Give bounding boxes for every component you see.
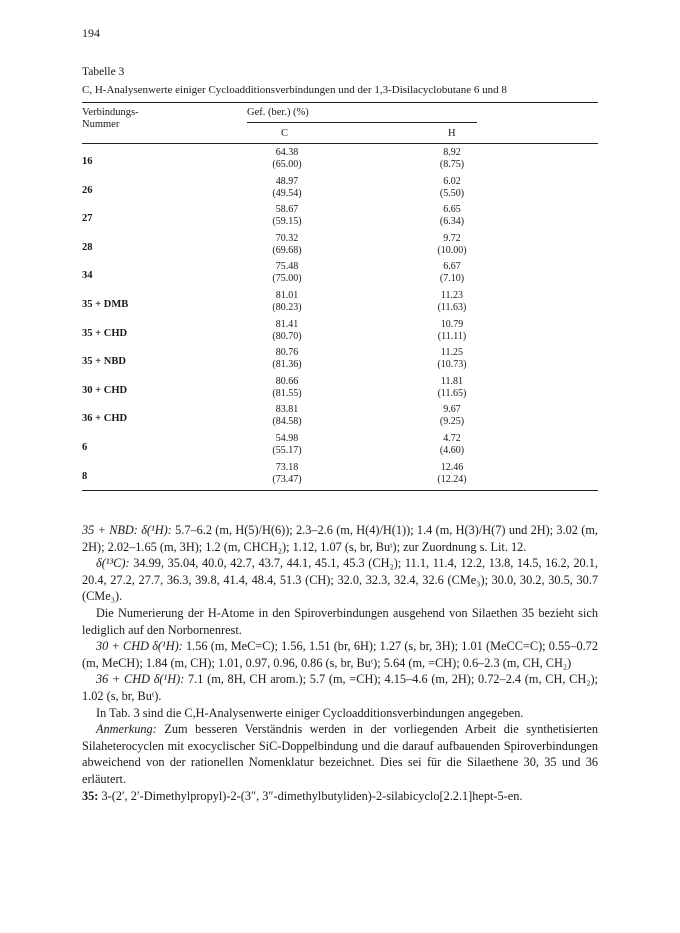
h-found-value: 4.72 [443, 433, 461, 444]
paragraph-label: Anmerkung: [96, 722, 157, 737]
paragraph-label: 35 + NBD: δ(¹H): [82, 523, 172, 537]
paragraph-35-nbd-13c: δ(¹³C): 34.99, 35.04, 40.0, 42.7, 43.7, 44.1, 45.1, 45.3 (CH₂); 11.1, 11.4, 12.2, 13.8, 14.5, 16.2, 20.1, 20.4, 27.2, 27.7, 36.3, 39.8, 41.4, 48.4, 51.3 (CH); 32.0, 32.3, 32.4, 32.6 (CMe₃); 30.0, 30.2, 30.5, 30.7 (CMe₃). [82, 556, 598, 604]
h-found-value: 10.79 [440, 318, 464, 330]
compound-number: 6 [82, 442, 88, 453]
table-label: Tabelle 3 [82, 66, 125, 78]
paragraph-30-chd: 30 + CHD δ(¹H): 1.56 (m, MeC=C); 1.56, 1.51 (br, 6H); 1.27 (s, br, 3H); 1.01 (MeCC=C); 0.55–0.72 (m, MeCH); 1.84 (m, CH); 1.01, 0.97, 0.96, 0.86 (s, br, Buᵗ); 5.64 (m, =CH); 0.6–2.3 (m, CH, CH₂) [82, 639, 598, 670]
header-compound-1: Verbindungs- [82, 107, 139, 118]
compound-number: 26 [82, 184, 93, 196]
c-found-value: 58.67 [275, 204, 299, 216]
compound-number: 16 [82, 156, 93, 167]
compound-number: 35 + DMB [82, 299, 129, 310]
h-found-value: 9.72 [443, 232, 461, 244]
h-found-value: 6.02 [443, 175, 461, 187]
c-calc-value: (75.00) [272, 273, 302, 285]
header-c: C [281, 128, 289, 139]
h-calc-value: (6.34) [439, 216, 465, 228]
c-found-value: 80.66 [275, 375, 299, 387]
c-found-value: 80.76 [275, 347, 299, 359]
compound-number: 35 + CHD [82, 327, 128, 339]
h-calc-value: (5.50) [439, 187, 465, 199]
c-calc-value: (80.70) [272, 330, 302, 342]
c-calc-value: (55.17) [272, 445, 302, 456]
table-bottom-rule [82, 490, 598, 491]
h-calc-value: (10.73) [437, 359, 467, 371]
compound-number: 27 [82, 213, 93, 225]
c-found-value: 83.81 [275, 404, 299, 416]
c-calc-value: (81.36) [272, 359, 302, 371]
c-calc-value: (80.23) [272, 302, 302, 313]
header-sub-rule [247, 122, 477, 123]
paragraph-label: δ(¹³C): [96, 556, 130, 571]
h-calc-value: (4.60) [439, 445, 465, 456]
paragraph-35-nbd-1h: 35 + NBD: δ(¹H): 5.7–6.2 (m, H(5)/H(6)); 2.3–2.6 (m, H(4)/H(1)); 1.4 (m, H(3)/H(7) und 2H); 3.02 (m, 2H); 2.02–1.65 (m, 3H); 1.2 (m, CHCH₂); 1.12, 1.07 (s, br, Buᵗ); zur Zuordnung s. Lit. 12. [82, 523, 598, 554]
h-found-value: 11.25 [440, 347, 464, 359]
h-calc-value: (8.75) [439, 159, 465, 170]
c-found-value: 48.97 [275, 175, 299, 187]
c-found-value: 54.98 [275, 433, 299, 444]
paragraph-label: 36 + CHD δ(¹H): [96, 672, 185, 687]
compound-number: 36 + CHD [82, 413, 128, 425]
h-calc-value: (11.11) [437, 330, 467, 342]
header-h: H [448, 128, 456, 139]
c-calc-value: (84.58) [272, 416, 302, 428]
c-calc-value: (73.47) [272, 473, 302, 485]
compound-number: 35 + NBD [82, 356, 126, 368]
h-found-value: 6.67 [443, 261, 461, 273]
c-calc-value: (59.15) [272, 216, 302, 228]
table-top-rule [82, 102, 598, 103]
page-number: 194 [82, 26, 100, 40]
h-calc-value: (11.65) [437, 387, 467, 399]
c-found-value: 75.48 [275, 261, 299, 273]
h-calc-value: (12.24) [437, 473, 467, 485]
compound-number: 30 + CHD [82, 384, 128, 396]
header-found: Gef. (ber.) (%) [247, 107, 309, 118]
compound-number: 28 [82, 241, 93, 253]
paragraph-numbering: Die Numerierung der H-Atome in den Spiroverbindungen ausgehend von Silaethen 35 bezieht sich lediglich auf den Norbornenrest. [82, 605, 598, 637]
paragraph-35-name: 35: 3-(2′, 2′-Dimethylpropyl)-2-(3″, 3″-dimethylbutyliden)-2-silabicyclo[2.2.1]hept-5-en. [82, 788, 523, 803]
h-found-value: 11.23 [440, 290, 464, 301]
paragraph-36-chd: 36 + CHD δ(¹H): 7.1 (m, 8H, CH arom.); 5.7 (m, =CH); 4.15–4.6 (m, 2H); 0.72–2.4 (m, CH, CH₂); 1.02 (s, br, Buᵗ). [82, 672, 598, 703]
paragraph-label: 35: [82, 788, 99, 803]
c-found-value: 81.41 [275, 318, 299, 330]
h-calc-value: (10.00) [437, 244, 467, 256]
h-calc-value: (7.10) [439, 273, 465, 285]
header-compound-2: Nummer [82, 119, 120, 130]
h-found-value: 6.65 [443, 204, 461, 216]
h-calc-value: (9.25) [439, 416, 465, 428]
paragraph-table-reference: In Tab. 3 sind die C,H-Analysenwerte einiger Cycloadditionsverbindungen angegeben. [96, 705, 524, 720]
table-header-rule [82, 143, 598, 144]
paragraph-anmerkung: Anmerkung: Zum besseren Verständnis werden in der vorliegenden Arbeit die synthetisierten Silaheterocyclen mit exocyclischer SiC-Doppelbindung und die darauf aufbauenden Spiroverbindungen abweichend von der rationellen Nomenklatur bezeichnet. Dies sei für die Silaethene 30, 35 und 36 erläutert. [82, 722, 598, 786]
h-calc-value: (11.63) [437, 302, 467, 313]
paragraph-label: 30 + CHD δ(¹H): [96, 639, 183, 654]
c-found-value: 64.38 [275, 147, 299, 158]
h-found-value: 11.81 [440, 375, 464, 387]
compound-number: 34 [82, 270, 93, 282]
h-found-value: 8.92 [443, 147, 461, 158]
table-caption: C, H-Analysenwerte einiger Cycloadditionsverbindungen und der 1,3-Disilacyclobutane 6 und 8 [82, 84, 507, 96]
c-calc-value: (81.55) [272, 387, 302, 399]
c-calc-value: (69.68) [272, 244, 302, 256]
c-found-value: 70.32 [275, 232, 299, 244]
h-found-value: 12.46 [440, 461, 464, 473]
body-text [82, 522, 598, 804]
c-calc-value: (49.54) [272, 187, 302, 199]
compound-number: 8 [82, 470, 88, 482]
c-found-value: 81.01 [275, 290, 299, 301]
h-found-value: 9.67 [443, 404, 461, 416]
c-found-value: 73.18 [275, 461, 299, 473]
c-calc-value: (65.00) [272, 159, 302, 170]
